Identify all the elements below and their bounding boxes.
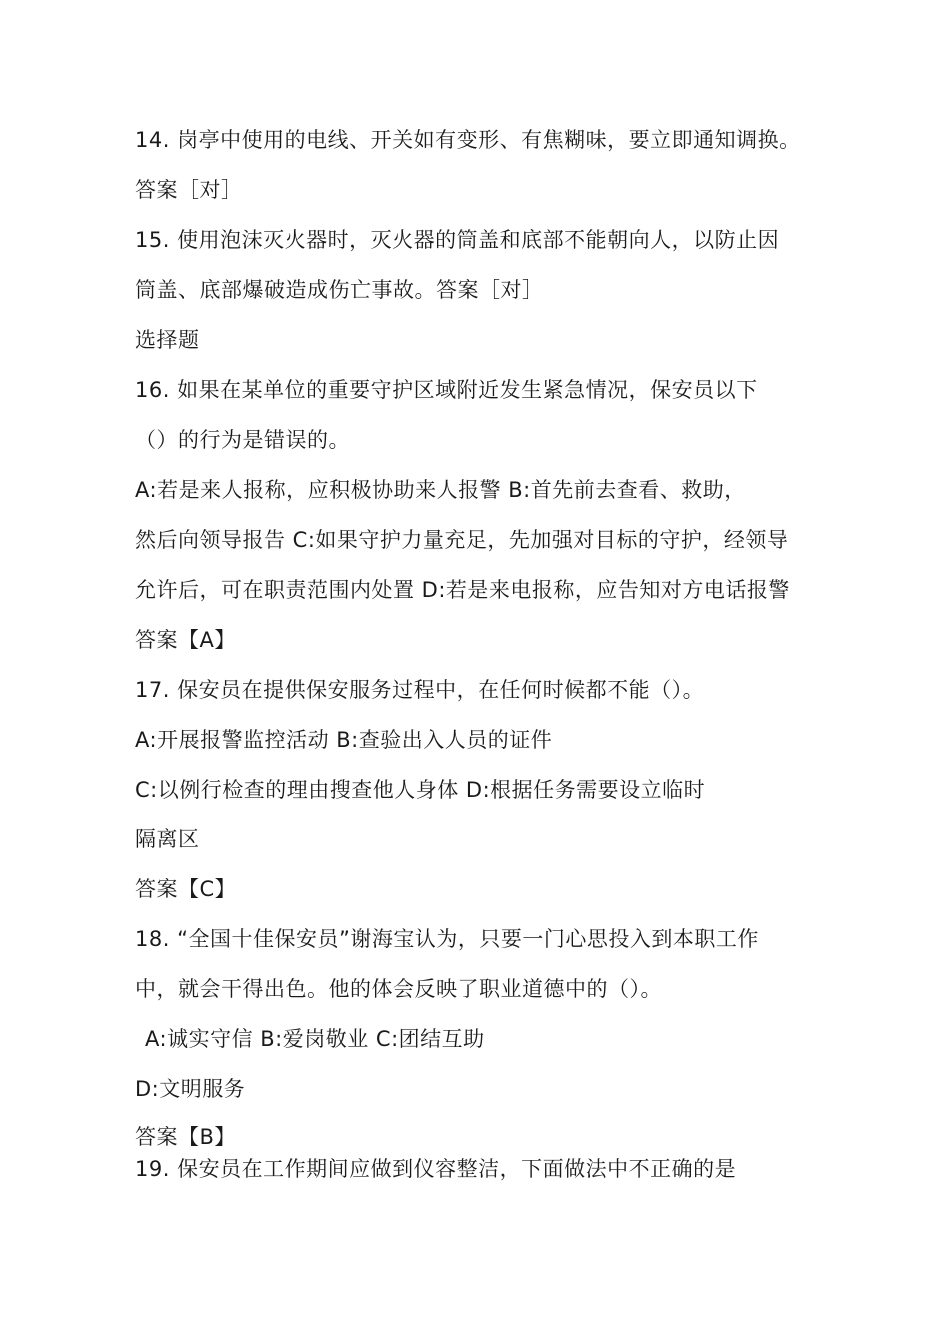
question-14-line-1: 14. 岗亭中使用的电线、开关如有变形、有焦糊味，要立即通知调换。 xyxy=(135,128,801,152)
question-16-line-1: 16. 如果在某单位的重要守护区域附近发生紧急情况，保安员以下 xyxy=(135,378,758,402)
answer-18: 答案【B】 xyxy=(135,1125,236,1149)
question-18-line-2: 中，就会干得出色。他的体会反映了职业道德中的（）。 xyxy=(135,977,662,1001)
answer-16: 答案【A】 xyxy=(135,628,236,652)
question-15-line-1: 15. 使用泡沫灭火器时，灭火器的筒盖和底部不能朝向人，以防止因 xyxy=(135,228,780,252)
question-16-options-line-3: 允许后，可在职责范围内处置 D:若是来电报称，应告知对方电话报警 xyxy=(135,578,790,602)
question-16-options-line-2: 然后向领导报告 C:如果守护力量充足，先加强对目标的守护，经领导 xyxy=(135,528,789,552)
answer-14: 答案［对］ xyxy=(135,178,243,202)
answer-17: 答案【C】 xyxy=(135,877,237,901)
section-heading-choice: 选择题 xyxy=(135,328,200,352)
question-15-line-2: 筒盖、底部爆破造成伤亡事故。答案［对］ xyxy=(135,278,544,302)
question-17-options-line-3: 隔离区 xyxy=(135,827,200,851)
question-18-options-line-1: A:诚实守信 B:爱岗敬业 C:团结互助 xyxy=(145,1027,485,1051)
question-16-options-line-1: A:若是来人报称，应积极协助来人报警 B:首先前去查看、救助， xyxy=(135,478,746,502)
question-18-options-line-2: D:文明服务 xyxy=(135,1077,246,1101)
question-17-options-line-2: C:以例行检查的理由搜查他人身体 D:根据任务需要设立临时 xyxy=(135,778,706,802)
question-18-line-1: 18. “全国十佳保安员”谢海宝认为，只要一门心思投入到本职工作 xyxy=(135,927,759,951)
question-17-options-line-1: A:开展报警监控活动 B:查验出入人员的证件 xyxy=(135,728,553,752)
question-19-line-1: 19. 保安员在工作期间应做到仪容整洁，下面做法中不正确的是 xyxy=(135,1157,737,1181)
question-16-line-2: （）的行为是错误的。 xyxy=(135,428,350,452)
question-17-line-1: 17. 保安员在提供保安服务过程中，在任何时候都不能（）。 xyxy=(135,678,705,702)
